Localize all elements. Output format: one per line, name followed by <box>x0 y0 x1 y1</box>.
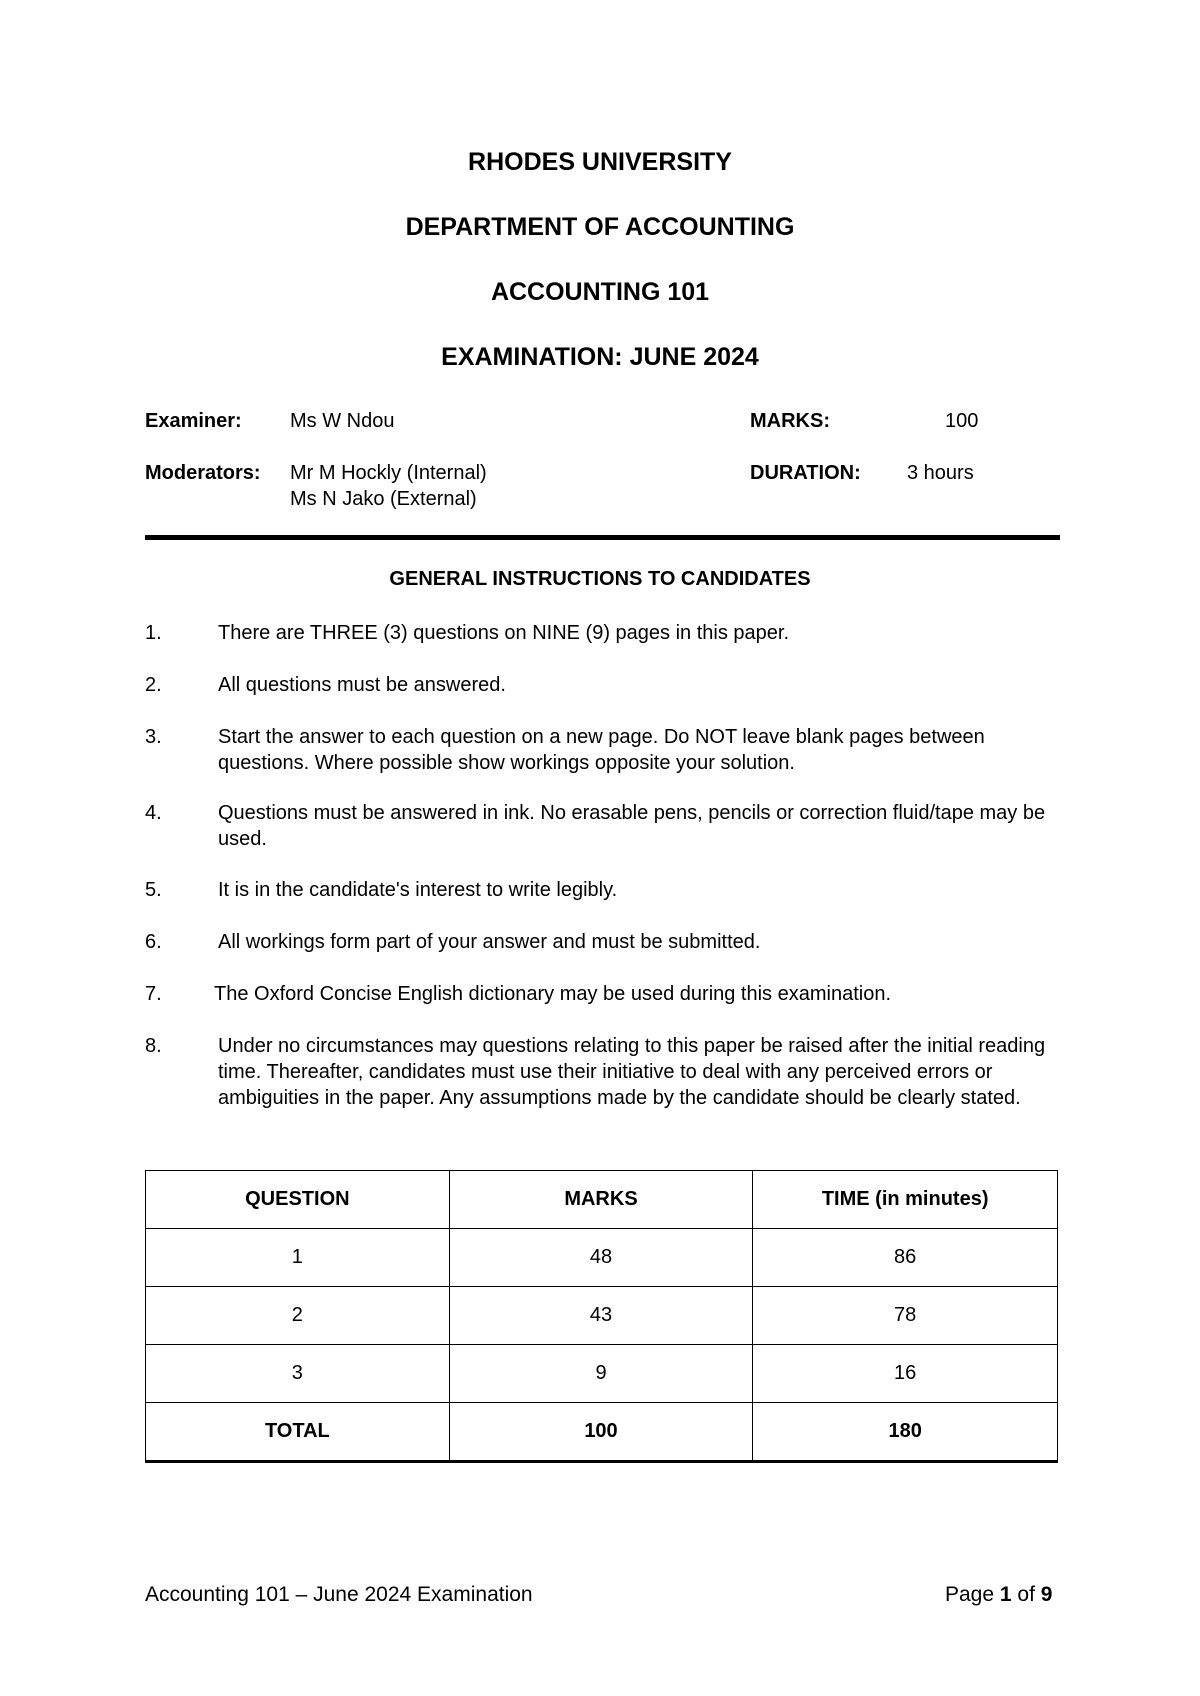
university-title: RHODES UNIVERSITY <box>468 148 732 176</box>
total-marks: 100 <box>449 1403 753 1462</box>
cell-question: 3 <box>146 1345 450 1403</box>
cell-marks: 9 <box>449 1345 753 1403</box>
duration-value: 3 hours <box>907 462 974 484</box>
instruction-number: 1. <box>145 622 162 644</box>
exam-title: EXAMINATION: JUNE 2024 <box>441 343 759 371</box>
examiner-value: Ms W Ndou <box>290 410 395 432</box>
instruction-number: 7. <box>145 983 162 1005</box>
instruction-text: Start the answer to each question on a new page. Do NOT leave blank pages between questions. Where possible show workings opposite your solution. <box>218 726 985 774</box>
total-time: 180 <box>753 1403 1058 1462</box>
cell-marks: 43 <box>449 1287 753 1345</box>
instruction-number: 2. <box>145 674 162 696</box>
table-row <box>146 1287 1058 1345</box>
header-question: QUESTION <box>146 1171 450 1229</box>
examiner-label: Examiner: <box>145 410 242 432</box>
instructions-title: GENERAL INSTRUCTIONS TO CANDIDATES <box>389 568 811 590</box>
table-total-row <box>146 1403 1058 1462</box>
instruction-number: 8. <box>145 1035 162 1057</box>
total-label: TOTAL <box>146 1403 450 1462</box>
instruction-text: The Oxford Concise English dictionary may be used during this examination. <box>214 983 892 1005</box>
instruction-number: 4. <box>145 802 162 824</box>
marks-table <box>145 1170 1058 1463</box>
course-title: ACCOUNTING 101 <box>490 278 710 306</box>
of-word: of <box>1017 1583 1035 1606</box>
instruction-number: 5. <box>145 879 162 901</box>
duration-label: DURATION: <box>750 462 861 484</box>
moderator-internal: Mr M Hockly (Internal) <box>290 462 487 484</box>
table-header-row <box>146 1171 1058 1229</box>
cell-question: 1 <box>146 1229 450 1287</box>
cell-time: 16 <box>753 1345 1058 1403</box>
department-title: DEPARTMENT OF ACCOUNTING <box>405 213 795 241</box>
cell-marks: 48 <box>449 1229 753 1287</box>
instruction-number: 3. <box>145 726 162 748</box>
instruction-text: All questions must be answered. <box>218 674 506 696</box>
marks-value: 100 <box>945 410 979 432</box>
page-current: 1 <box>999 1583 1012 1606</box>
instruction-text: There are THREE (3) questions on NINE (9) pages in this paper. <box>218 622 790 644</box>
moderator-external: Ms N Jako (External) <box>290 488 477 510</box>
instruction-text: All workings form part of your answer and must be submitted. <box>218 931 761 953</box>
header-divider <box>145 535 1060 540</box>
instruction-text: Under no circumstances may questions relating to this paper be raised after the initial reading time. Thereafter, candidates must use their initiative to deal with any perceived errors or ambiguities in the paper. Any assumptions made by the candidate should be clearly stated. <box>218 1035 1046 1109</box>
instruction-text: It is in the candidate's interest to write legibly. <box>218 879 618 901</box>
instruction-text: Questions must be answered in ink. No erasable pens, pencils or correction fluid/tape may be used. <box>218 802 1046 850</box>
cell-time: 78 <box>753 1287 1058 1345</box>
cell-time: 86 <box>753 1229 1058 1287</box>
footer-title: Accounting 101 – June 2024 Examination <box>145 1583 533 1606</box>
page-word: Page <box>945 1583 995 1606</box>
page-total: 9 <box>1040 1583 1053 1606</box>
moderators-label: Moderators: <box>145 462 261 484</box>
header-time: TIME (in minutes) <box>753 1171 1058 1229</box>
table-row <box>146 1229 1058 1287</box>
cell-question: 2 <box>146 1287 450 1345</box>
header-marks: MARKS <box>449 1171 753 1229</box>
table-row <box>146 1345 1058 1403</box>
marks-label: MARKS: <box>750 410 830 432</box>
page-number <box>945 1583 1052 1607</box>
instruction-number: 6. <box>145 931 162 953</box>
